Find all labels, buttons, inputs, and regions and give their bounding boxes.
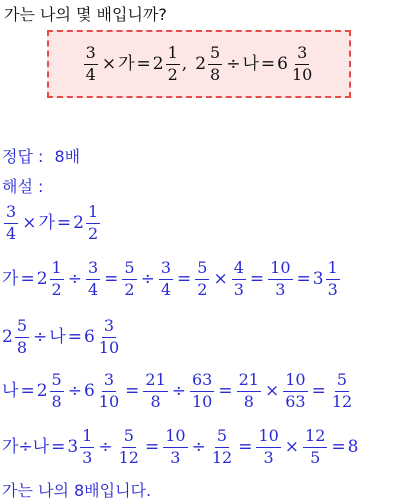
solution-step-3: 2 $\frac{5}{8}$ ÷ 나 = 6 $\frac{3}{10}$ xyxy=(2,316,120,357)
solution-step-2: 가 = 2 $\frac{1}{2}$ ÷ $\frac{3}{4}$ = $\frac{5}{2}$ ÷ $\frac{3}{4}$ = $\frac{5}{2}$ × $\frac{4}{3}$ = $\frac{10}{3}$ = 3 $\frac{1}{3}$ xyxy=(2,258,338,299)
given-equations: $\frac{3}{4}$ × 가 = 2 $\frac{1}{2}$ , 2 $\frac{5}{8}$ ÷ 나 = 6 $\frac{3}{10}$ xyxy=(82,45,317,84)
given-conditions-box xyxy=(47,30,351,98)
solution-step-1: $\frac{3}{4}$ × 가 = 2 $\frac{1}{2}$ xyxy=(6,202,99,243)
variable-ga: 가 xyxy=(118,53,135,74)
fraction: $\frac{3}{4}$ xyxy=(85,42,96,84)
separator: , xyxy=(181,53,188,74)
variable-na: 나 xyxy=(242,53,259,74)
question-text: 가는 나의 몇 배입니까? xyxy=(4,5,167,24)
solution-step-5: 가÷나 = 3 $\frac{1}{3}$ ÷ $\frac{5}{12}$ = $\frac{10}{3}$ ÷ $\frac{5}{12}$ = $\frac{10}{3}$ × $\frac{12}{5}$ = 8 xyxy=(2,426,359,467)
mixed-number: 2 $\frac{1}{2}$ xyxy=(152,42,178,84)
explanation-label: 해설 : xyxy=(2,177,44,196)
mixed-number: 2 $\frac{5}{8}$ xyxy=(195,42,221,84)
solution-step-4: 나 = 2 $\frac{5}{8}$ ÷ 6 $\frac{3}{10}$ = $\frac{21}{8}$ ÷ $\frac{63}{10}$ = $\frac{21}{8}$ × $\frac{10}{63}$ = $\frac{5}{12}$ xyxy=(2,370,353,411)
answer-line xyxy=(2,144,80,167)
conclusion-text: 가는 나의 8배입니다. xyxy=(2,481,152,500)
answer-label: 정답 : xyxy=(2,147,44,166)
answer-value: 8배 xyxy=(54,147,81,166)
mixed-number: 6 $\frac{3}{10}$ xyxy=(277,42,313,84)
